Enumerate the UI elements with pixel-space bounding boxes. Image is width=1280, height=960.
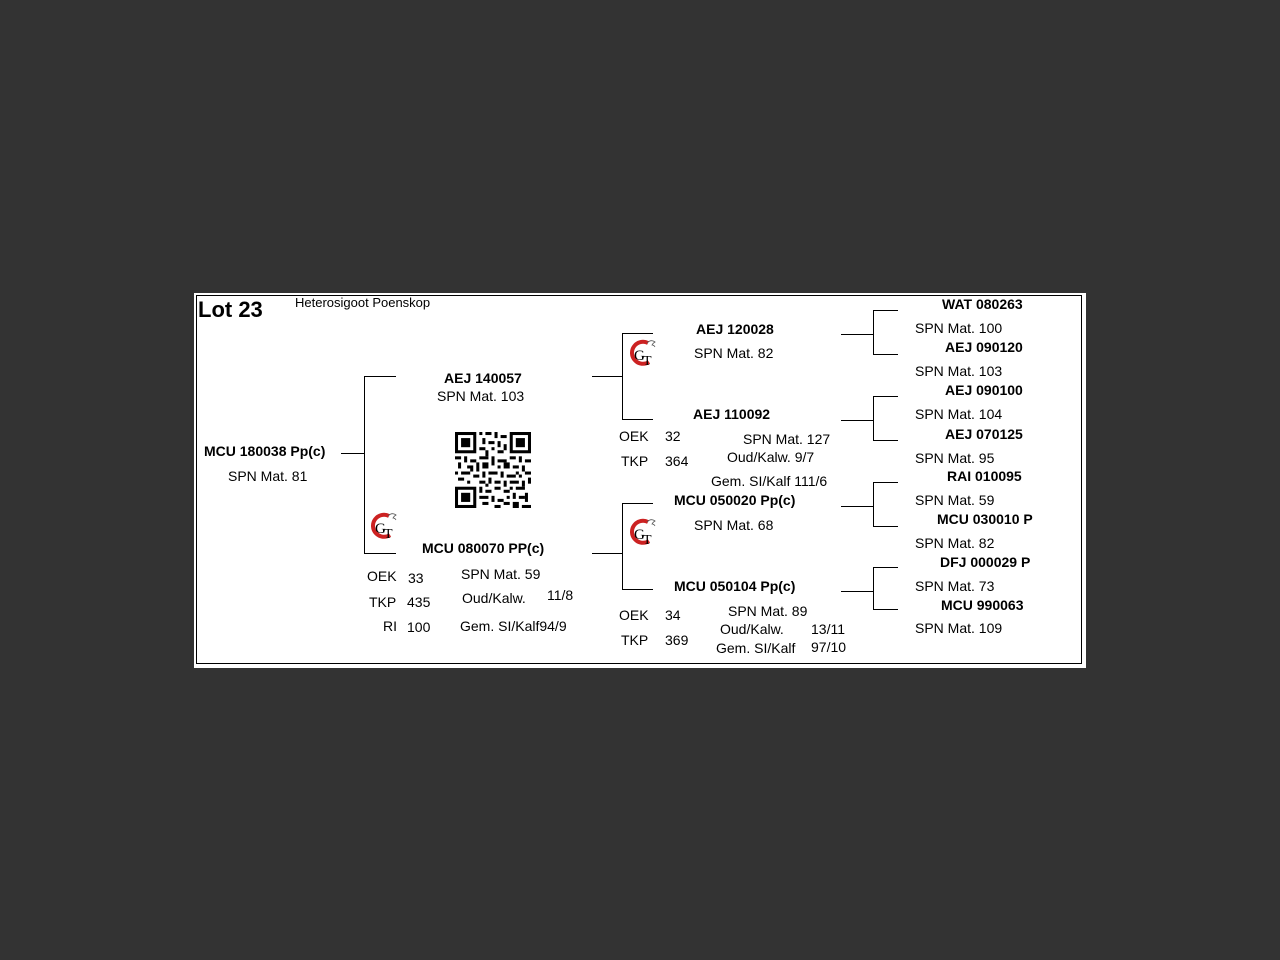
dam-dam-tkp-label: TKP [621, 632, 649, 648]
dam-oek-label: OEK [367, 568, 397, 584]
svg-text:T: T [643, 533, 652, 548]
connector-line [873, 609, 898, 610]
gen3-id: AEJ 070125 [945, 426, 1023, 442]
dam-tkp-label: TKP [369, 594, 397, 610]
animal-id: MCU 180038 Pp(c) [204, 443, 326, 459]
svg-text:G: G [375, 521, 386, 537]
gt-logo-icon [369, 510, 399, 542]
sire-spn: SPN Mat. 103 [437, 388, 525, 404]
dam-dam-tkp-value: 369 [665, 632, 689, 648]
gt-logo-icon [628, 516, 658, 548]
lot-subtitle: Heterosigoot Poenskop [295, 295, 431, 310]
connector-line [592, 376, 622, 377]
gen3-id: WAT 080263 [942, 296, 1023, 312]
gen3-spn: SPN Mat. 100 [915, 320, 1003, 336]
connector-line [622, 419, 653, 420]
gen3-spn: SPN Mat. 73 [915, 578, 995, 594]
dam-dam-id: MCU 050104 Pp(c) [674, 578, 796, 594]
connector-line [873, 396, 898, 397]
sire-sire-spn: SPN Mat. 82 [694, 345, 774, 361]
qr-code-icon [455, 432, 531, 508]
sire-dam-tkp-label: TKP [621, 453, 649, 469]
connector-line [622, 333, 653, 334]
dam-oek-value: 33 [408, 570, 424, 586]
sire-dam-oud: Oud/Kalw. 9/7 [727, 449, 815, 465]
dam-dam-oek-value: 34 [665, 607, 681, 623]
connector-line [841, 506, 873, 507]
svg-text:T: T [384, 527, 393, 542]
sire-dam-oek-value: 32 [665, 428, 681, 444]
gen3-id: DFJ 000029 P [940, 554, 1031, 570]
gen3-spn: SPN Mat. 109 [915, 620, 1003, 636]
dam-spn: SPN Mat. 59 [461, 566, 541, 582]
sire-dam-id: AEJ 110092 [693, 406, 771, 422]
connector-line [873, 396, 874, 440]
connector-line [873, 310, 898, 311]
connector-line [364, 376, 365, 553]
connector-line [841, 334, 873, 335]
sire-dam-oek-label: OEK [619, 428, 649, 444]
pedigree-card [194, 293, 1086, 668]
sire-dam-gem: Gem. SI/Kalf 111/6 [711, 473, 828, 489]
svg-text:G: G [634, 348, 645, 364]
dam-dam-oud-label: Oud/Kalw. [720, 621, 784, 637]
connector-line [622, 503, 653, 504]
connector-line [873, 482, 874, 526]
sire-dam-spn: SPN Mat. 127 [743, 431, 831, 447]
gen3-spn: SPN Mat. 104 [915, 406, 1003, 422]
dam-dam-spn: SPN Mat. 89 [728, 603, 808, 619]
gt-logo-icon [628, 337, 658, 369]
gen3-spn: SPN Mat. 59 [915, 492, 995, 508]
sire-dam-tkp-value: 364 [665, 453, 689, 469]
dam-dam-gem-label: Gem. SI/Kalf [716, 640, 796, 656]
gen3-spn: SPN Mat. 103 [915, 363, 1003, 379]
dam-sire-id: MCU 050020 Pp(c) [674, 492, 796, 508]
gen3-id: AEJ 090120 [945, 339, 1023, 355]
dam-id: MCU 080070 PP(c) [422, 540, 545, 556]
connector-line [622, 503, 623, 589]
dam-tkp-value: 435 [407, 594, 431, 610]
dam-oud-value: 11/8 [547, 587, 574, 603]
gen3-id: MCU 030010 P [937, 511, 1033, 527]
connector-line [622, 589, 653, 590]
connector-line [364, 553, 396, 554]
gen3-spn: SPN Mat. 95 [915, 450, 995, 466]
connector-line [841, 420, 873, 421]
connector-line [873, 526, 898, 527]
gen3-id: AEJ 090100 [945, 382, 1023, 398]
connector-line [341, 453, 364, 454]
dam-dam-oek-label: OEK [619, 607, 649, 623]
connector-line [364, 376, 396, 377]
connector-line [873, 310, 874, 354]
connector-line [873, 567, 874, 609]
dam-dam-oud-value: 13/11 [811, 621, 845, 637]
dam-ri-label: RI [383, 618, 397, 634]
connector-line [592, 553, 622, 554]
dam-dam-gem-value: 97/10 [811, 639, 847, 655]
sire-sire-id: AEJ 120028 [696, 321, 774, 337]
connector-line [873, 440, 898, 441]
dam-oud-label: Oud/Kalw. [462, 590, 526, 606]
gen3-spn: SPN Mat. 82 [915, 535, 995, 551]
dam-sire-spn: SPN Mat. 68 [694, 517, 774, 533]
connector-line [873, 354, 898, 355]
connector-line [873, 567, 898, 568]
dam-gem: Gem. SI/Kalf94/9 [460, 618, 567, 634]
connector-line [622, 333, 623, 419]
lot-title: Lot 23 [198, 297, 263, 322]
dam-ri-value: 100 [407, 619, 431, 635]
gen3-id: RAI 010095 [947, 468, 1022, 484]
sire-id: AEJ 140057 [444, 370, 522, 386]
connector-line [873, 482, 898, 483]
svg-text:G: G [634, 527, 645, 543]
connector-line [841, 591, 873, 592]
svg-text:T: T [643, 354, 652, 369]
gen3-id: MCU 990063 [941, 597, 1024, 613]
animal-spn: SPN Mat. 81 [228, 468, 308, 484]
